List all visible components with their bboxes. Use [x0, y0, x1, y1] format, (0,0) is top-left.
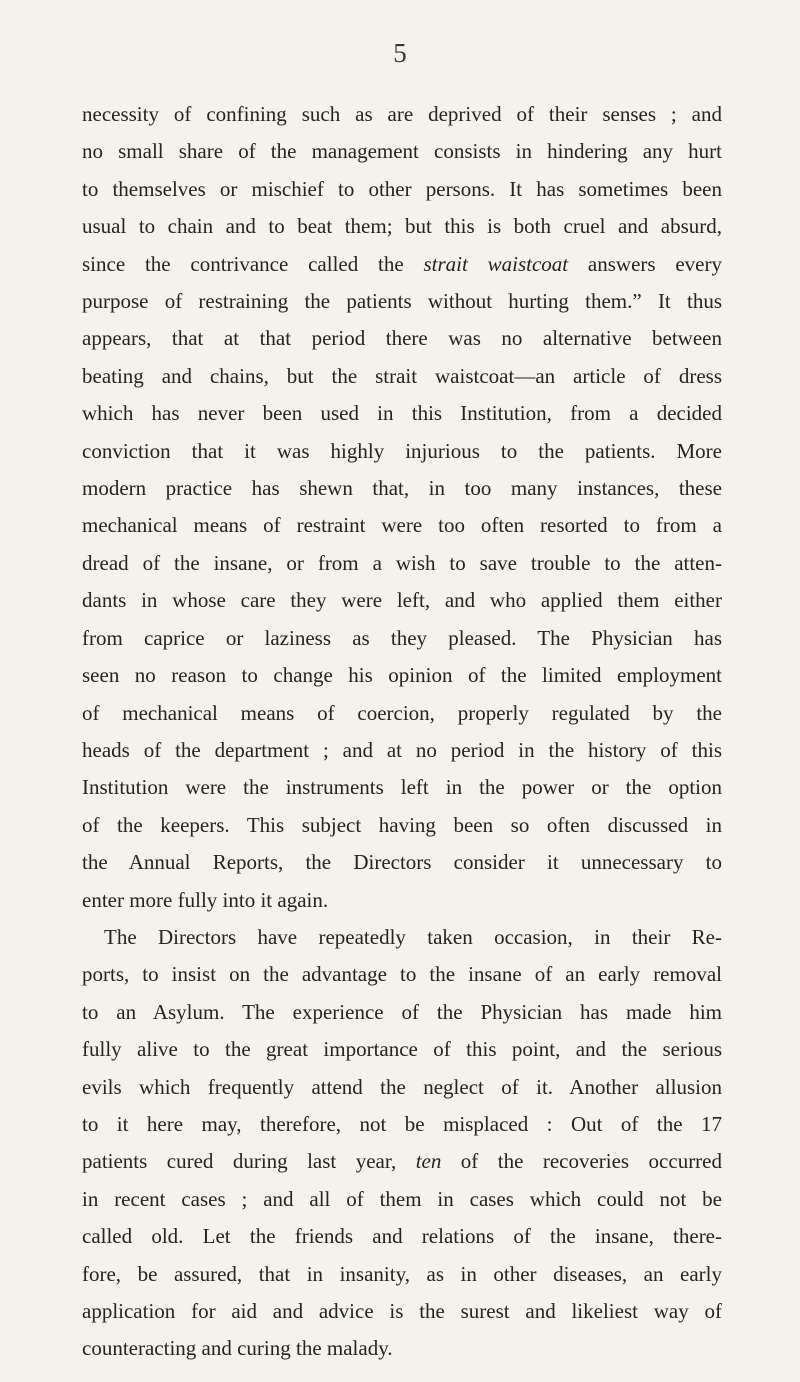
text-line: Institution were the instruments left in the power or the option [82, 775, 722, 800]
text-line: no small share of the management consists in hindering any hurt [82, 139, 722, 164]
text-line: appears, that at that period there was no alternative between [82, 326, 722, 351]
text-line: dants in whose care they were left, and who applied them either [82, 588, 722, 613]
text-line: to themselves or mischief to other persons. It has sometimes been [82, 176, 722, 201]
text-line: of the keepers. This subject having been so often discussed in [82, 812, 722, 837]
text-line: called old. Let the friends and relations of the insane, there- [82, 1224, 722, 1249]
text-line: enter more fully into it again. [82, 887, 329, 912]
text-line: to it here may, therefore, not be misplaced : Out of the 17 [82, 1111, 722, 1136]
text-segment: of the recoveries occurred [441, 1149, 722, 1174]
italic-term: strait waistcoat [423, 251, 569, 276]
text-line: usual to chain and to beat them; but this is both cruel and absurd, [82, 214, 722, 239]
text-segment: answers every [568, 251, 722, 276]
text-line: necessity of confining such as are deprived of their senses ; and [82, 102, 722, 126]
body-text [82, 96, 722, 1368]
text-line: of mechanical means of coercion, properly regulated by the [82, 700, 722, 725]
text-segment: since the contrivance called the [82, 251, 424, 276]
italic-term: ten [415, 1149, 442, 1174]
text-line: seen no reason to change his opinion of the limited employment [82, 663, 722, 688]
text-line: conviction that it was highly injurious to the patients. More [82, 438, 722, 463]
text-line: beating and chains, but the strait waistcoat—an article of dress [82, 363, 722, 388]
text-line: application for aid and advice is the surest and likeliest way of [82, 1299, 722, 1323]
text-line: fully alive to the great importance of this point, and the serious [82, 1037, 722, 1062]
text-line: counteracting and curing the malady. [82, 1336, 393, 1361]
text-line: from caprice or laziness as they pleased. The Physician has [82, 625, 722, 650]
text-line: modern practice has shewn that, in too many instances, these [82, 476, 722, 501]
text-line: evils which frequently attend the neglect of it. Another allusion [82, 1074, 722, 1099]
text-line [82, 246, 722, 283]
text-line: mechanical means of restraint were too often resorted to from a [82, 513, 722, 538]
text-line: heads of the department ; and at no period in the history of this [82, 737, 722, 762]
text-segment: patients cured during last year, [82, 1149, 416, 1174]
text-line: the Annual Reports, the Directors consider it unnecessary to [82, 850, 722, 875]
page-number: 5 [393, 38, 407, 68]
text-line [82, 1143, 722, 1180]
text-line: fore, be assured, that in insanity, as in other diseases, an early [82, 1261, 722, 1286]
text-line: dread of the insane, or from a wish to save trouble to the atten- [82, 550, 722, 575]
text-line: purpose of restraining the patients without hurting them.” It thus [82, 289, 722, 314]
text-line: in recent cases ; and all of them in cases which could not be [82, 1186, 722, 1211]
text-line: The Directors have repeatedly taken occasion, in their Re- [104, 924, 722, 949]
text-line: ports, to insist on the advantage to the insane of an early removal [82, 962, 722, 987]
text-line: to an Asylum. The experience of the Physician has made him [82, 999, 722, 1024]
text-line: which has never been used in this Institution, from a decided [82, 401, 722, 426]
